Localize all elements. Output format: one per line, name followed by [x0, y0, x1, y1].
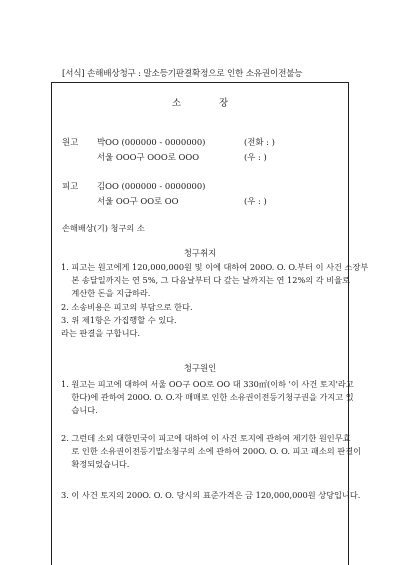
reason-item: [61, 378, 354, 418]
claim-heading: 청구취지: [183, 248, 217, 258]
reason-line: 2. 그런데 소외 대한민국이 피고에 대하여 이 사건 토지에 관하여 제기한 원인무효: [61, 433, 351, 443]
plaintiff-postal: (우 : ): [244, 152, 267, 162]
reason-heading: 청구원인: [183, 363, 217, 373]
reason-line: 습니다.: [61, 405, 98, 416]
defendant-line: [62, 180, 352, 192]
claim-line: 1. 피고는 원고에게 120,000,000원 및 이에 대하여 200O. O. O.부터 이 사건 소장부: [61, 262, 369, 272]
plaintiff-phone: (전화 : ): [244, 137, 275, 147]
plaintiff-address-line: [62, 151, 352, 163]
claim-line: 2. 소송비용은 피고의 부담으로 한다.: [61, 301, 193, 312]
claim-line: 본 송달일까지는 연 5%, 그 다음날부터 다 갚는 날까지는 연 12%의 각 비율로: [61, 275, 350, 286]
reason-item: [61, 489, 360, 502]
reason-line: 확정되었습니다.: [61, 459, 130, 470]
claim-line: 라는 판결을 구합니다.: [61, 328, 140, 339]
plaintiff-address: 서울 OOO구 OOO로 OOO: [97, 152, 200, 162]
plaintiff-name: 박OO (000000 - 0000000): [97, 137, 206, 147]
defendant-address-line: [62, 195, 352, 207]
defendant-address: 서울 OO구 OO로 OO: [97, 196, 179, 206]
reason-line: 1. 원고는 피고에 대하여 서울 OO구 OO로 OO 대 330㎡(이하 '이 사건 토지'라고: [61, 379, 354, 389]
reason-line: 한다)에 관하여 200O. O. O.자 매매로 인한 소유권이전등기청구권을 가지고 있: [61, 392, 354, 403]
reason-line: 로 인한 소유권이전등기말소청구의 소에 관하여 200O. O. O. 피고 패소의 판결이: [61, 446, 362, 457]
claims-list: [61, 261, 368, 340]
plaintiff-line: [62, 136, 352, 148]
case-title: 손해배상(기) 청구의 소: [62, 223, 145, 233]
defendant-name: 김OO (000000 - 0000000): [97, 181, 206, 191]
document-title: 소장: [171, 98, 267, 109]
plaintiff-role: 원고: [62, 137, 79, 147]
form-header: [서식] 손해배상청구 : 말소등기판결확정으로 인한 소유권이전불능: [62, 69, 303, 79]
claim-line: 3. 위 제1항은 가집행할 수 있다.: [61, 314, 177, 325]
reason-line: 3. 이 사건 토지의 200O. O. O. 당시의 표준가격은 금 120,000,000원 상당입니다.: [61, 490, 361, 500]
claim-line: 계산한 돈을 지급하라.: [61, 288, 151, 299]
defendant-postal: (우 : ): [244, 196, 267, 206]
defendant-role: 피고: [62, 181, 79, 191]
reason-item: [61, 432, 361, 472]
